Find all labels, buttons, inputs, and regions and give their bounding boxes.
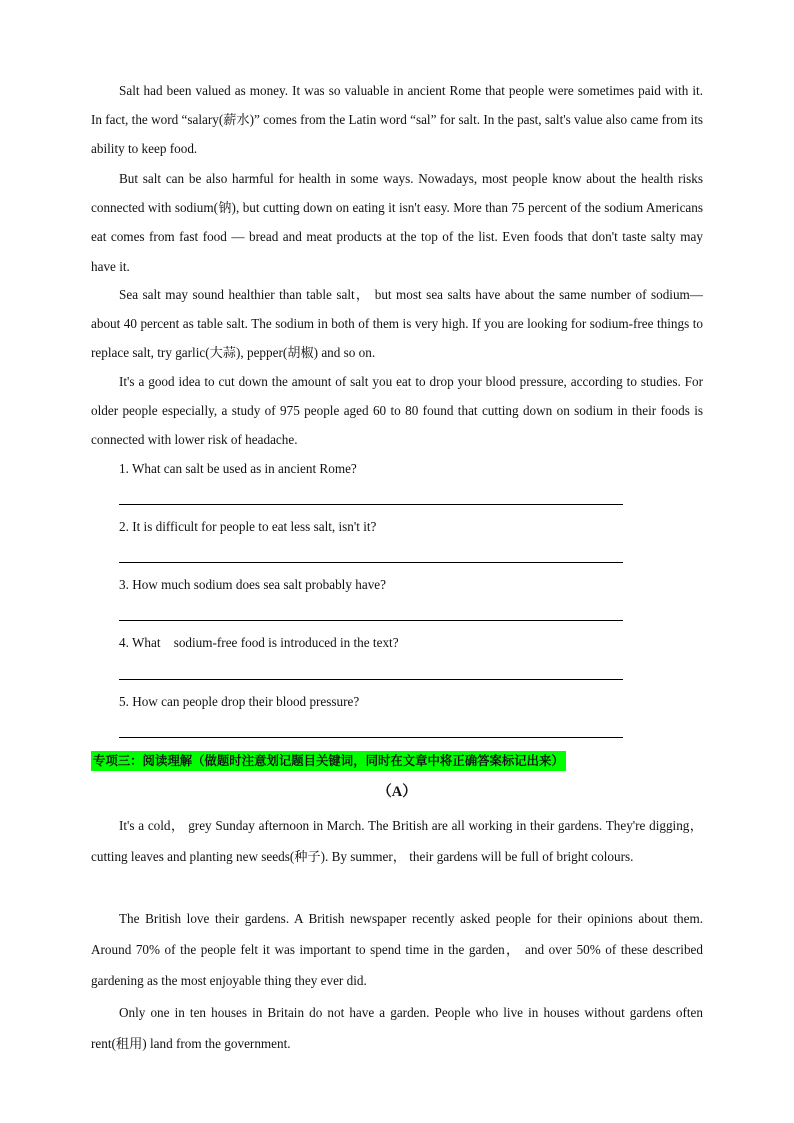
passage-label: （A） xyxy=(377,784,417,800)
question-2: 2. It is difficult for people to eat less salt, isn't it? xyxy=(119,519,377,534)
paragraph-2: But salt can be also harmful for health in some ways. Nowadays, most people know about the health risks connected with sodium(钠), but cutting down on eating it isn't easy. More than 75 percent of the sodium Americans eat comes from fast food — bread and meat products at the top of the list. Even foods that don't taste salty may have it. xyxy=(91,171,703,274)
passage-a-paragraph-3: Only one in ten houses in Britain do not have a garden. People who live in houses without gardens often rent(租用) land from the government. xyxy=(91,1005,703,1051)
paragraph-3: Sea salt may sound healthier than table salt， but most sea salts have about the same number of sodium—about 40 percent as table salt. The sodium in both of them is very high. If you are looking for sodium-free things to replace salt, try garlic(大蒜), pepper(胡椒) and so on. xyxy=(91,287,703,361)
passage-a-paragraph-2: The British love their gardens. A British newspaper recently asked people for their opinions about them. Around 70% of the people felt it was important to spend time in the garden， and over 50% of these described gardening as the most enjoyable thing they ever did. xyxy=(91,911,703,988)
paragraph-1: Salt had been valued as money. It was so valuable in ancient Rome that people were sometimes paid with it. In fact, the word “salary(薪水)” comes from the Latin word “sal” for salt. In the past, salt's value also came from its ability to keep food. xyxy=(91,83,703,157)
answer-line-1[interactable] xyxy=(119,504,623,505)
answer-line-4[interactable] xyxy=(119,679,623,680)
section-heading-highlight: 专项三：阅读理解（做题时注意划记题目关键词，同时在文章中将正确答案标记出来） xyxy=(91,751,566,771)
answer-line-3[interactable] xyxy=(119,620,623,621)
answer-line-5[interactable] xyxy=(119,737,623,738)
answer-line-2[interactable] xyxy=(119,562,623,563)
question-5: 5. How can people drop their blood pressure? xyxy=(119,694,360,709)
question-4: 4. What sodium-free food is introduced in the text? xyxy=(119,635,399,650)
paragraph-4: It's a good idea to cut down the amount of salt you eat to drop your blood pressure, according to studies. For older people especially, a study of 975 people aged 60 to 80 found that cutting down on sodium in their foods is connected with lower risk of headache. xyxy=(91,374,703,448)
question-3: 3. How much sodium does sea salt probably have? xyxy=(119,577,386,592)
question-1: 1. What can salt be used as in ancient Rome? xyxy=(119,461,357,476)
passage-a-paragraph-1: It's a cold， grey Sunday afternoon in March. The British are all working in their gardens. They're digging， cutting leaves and planting new seeds(种子). By summer， their gardens will be full of bright colours. xyxy=(91,818,703,864)
